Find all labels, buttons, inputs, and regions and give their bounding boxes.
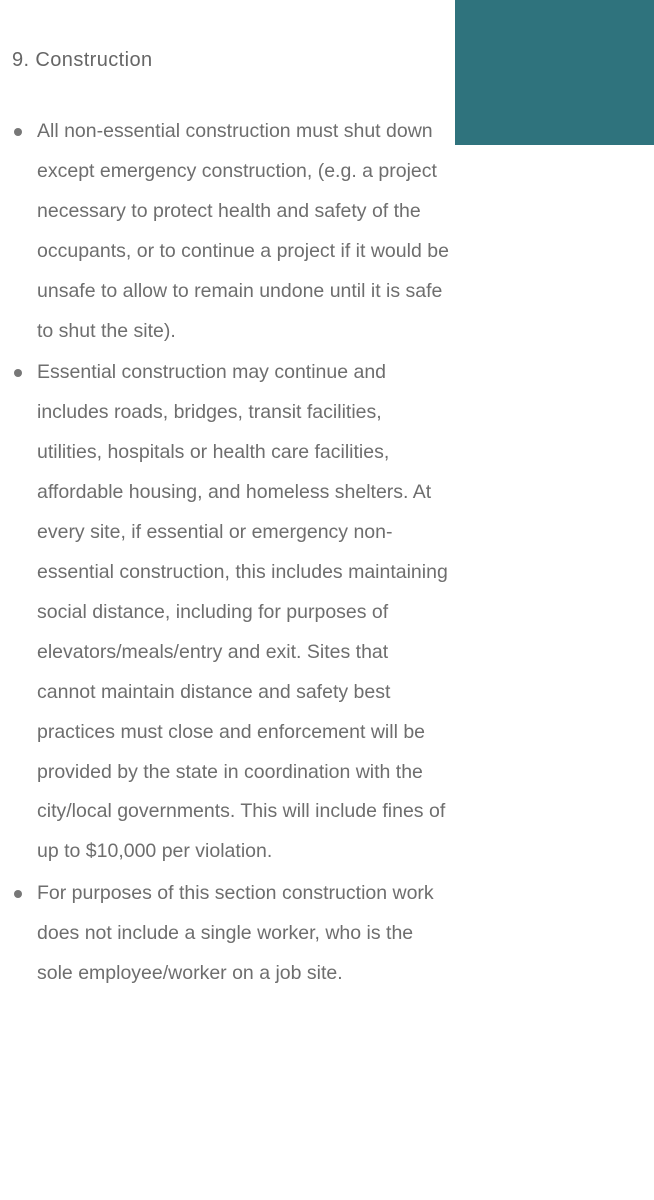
bullet-icon: [14, 369, 22, 377]
bullet-text: All non-essential construction must shut down except emergency construction, (e.g. a project necessary to protect health and safety of the occupants, or to continue a project if it would be unsafe to allow to remain undone until it is safe to shut the site).: [37, 120, 449, 342]
list-item: [0, 112, 450, 351]
bullet-icon: [14, 890, 22, 898]
accent-block: [455, 0, 654, 145]
bullet-icon: [14, 128, 22, 136]
section-heading: 9. Construction: [12, 49, 153, 71]
bullet-text: For purposes of this section construction work does not include a single worker, who is the sole employee/worker on a job site.: [37, 882, 434, 985]
bullet-text: Essential construction may continue and includes roads, bridges, transit facilities, utilities, hospitals or health care facilities, affordable housing, and homeless shelters. At every site, if essential or emergency non-essential construction, this includes maintaining social distance, including for purposes of elevators/meals/entry and exit. Sites that cannot maintain distance and safety best practices must close and enforcement will be provided by the state in coordination with the city/local governments. This will include fines of up to $10,000 per violation.: [37, 361, 448, 863]
list-item: [0, 874, 450, 994]
list-item: [0, 353, 450, 872]
bullet-list: [0, 112, 450, 996]
